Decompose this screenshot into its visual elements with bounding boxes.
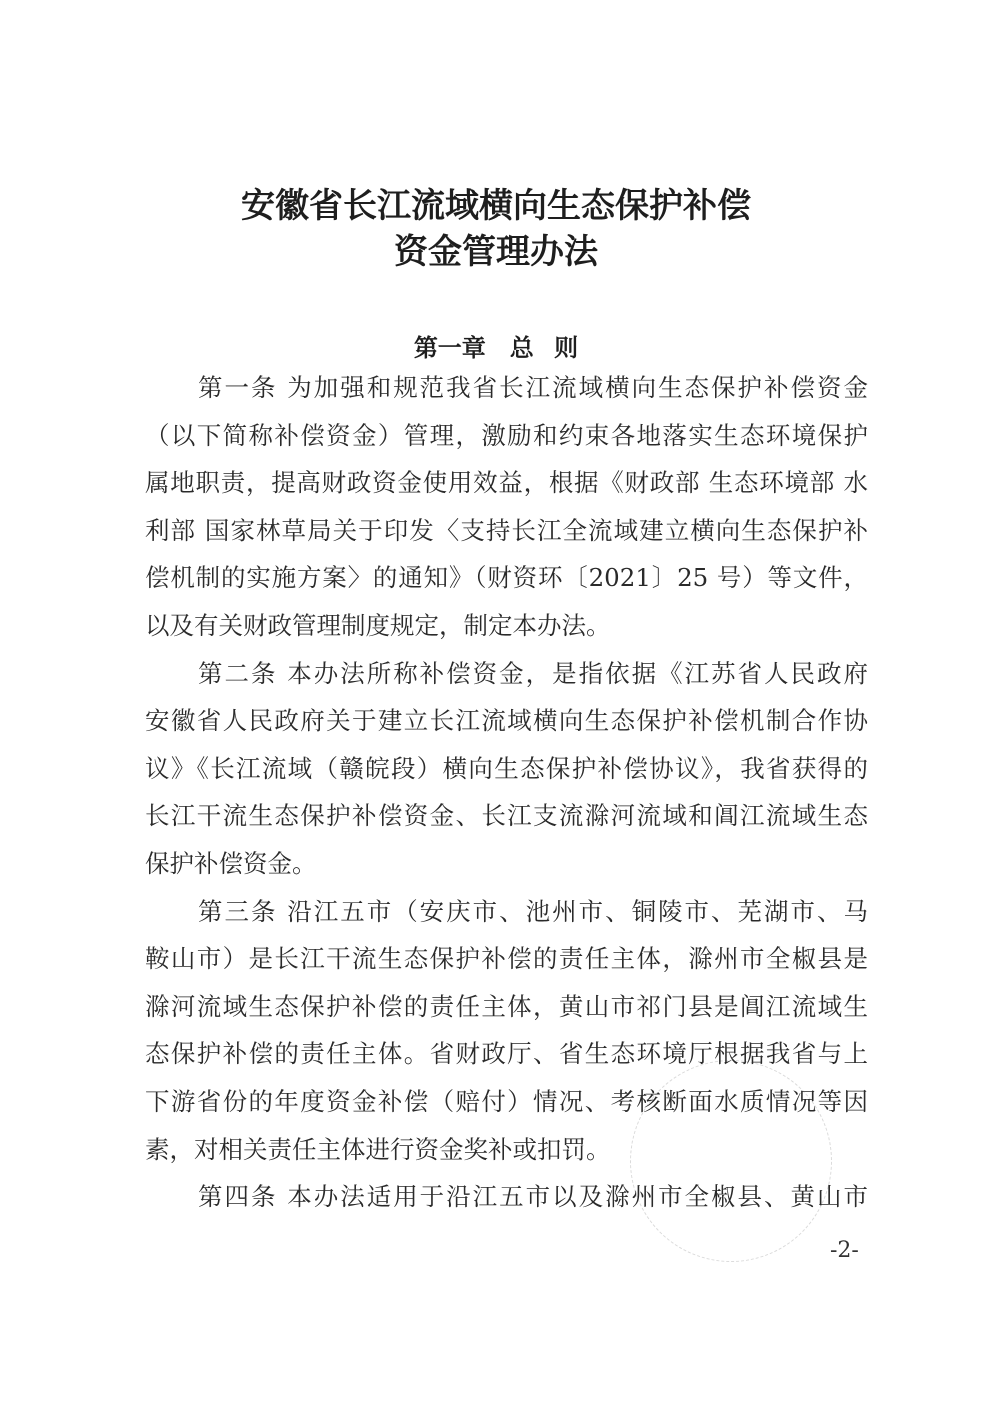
- article-paragraph: [145, 888, 868, 1174]
- paragraph-line: 滁河流域生态保护补偿的责任主体，黄山市祁门县是阊江流域生: [145, 991, 868, 1021]
- chapter-heading: 第一章 总 则: [413, 333, 579, 362]
- paragraph-line: 第一条 为加强和规范我省长江流域横向生态保护补偿资金: [198, 373, 868, 402]
- paragraph-line: 鞍山市）是长江干流生态保护补偿的责任主体，滁州市全椒县是: [145, 944, 868, 974]
- paragraph-line: 偿机制的实施方案〉的通知》（财资环〔2021〕25 号）等文件，: [145, 563, 868, 593]
- paragraph-line: 长江干流生态保护补偿资金、长江支流滁河流域和阊江流域生态: [145, 801, 868, 831]
- page-number: -2-: [830, 1238, 859, 1263]
- paragraph-line: 第三条 沿江五市（安庆市、池州市、铜陵市、芜湖市、马: [198, 896, 868, 926]
- paragraph-line: 态保护补偿的责任主体。省财政厅、省生态环境厅根据我省与上: [145, 1039, 868, 1069]
- document-title-line-2: 资金管理办法: [394, 232, 598, 272]
- paragraph-line: 下游省份的年度资金补偿（赔付）情况、考核断面水质情况等因: [145, 1086, 868, 1116]
- article-paragraph: [145, 1173, 868, 1221]
- paragraph-line: 素，对相关责任主体进行资金奖补或扣罚。: [145, 1134, 611, 1164]
- paragraph-line: 以及有关财政管理制度规定，制定本办法。: [145, 610, 611, 640]
- document-body: [145, 364, 868, 1221]
- paragraph-line: 第二条 本办法所称补偿资金，是指依据《江苏省人民政府: [198, 658, 868, 688]
- article-paragraph: [145, 650, 868, 888]
- paragraph-line: （以下简称补偿资金）管理，激励和约束各地落实生态环境保护: [145, 420, 868, 450]
- paragraph-line: 属地职责，提高财政资金使用效益，根据《财政部 生态环境部 水: [145, 468, 868, 498]
- paragraph-line: 第四条 本办法适用于沿江五市以及滁州市全椒县、黄山市: [198, 1182, 868, 1212]
- paragraph-line: 保护补偿资金。: [145, 848, 317, 878]
- paragraph-line: 议》《长江流域（赣皖段）横向生态保护补偿协议》，我省获得的: [145, 753, 868, 783]
- paragraph-line: 利部 国家林草局关于印发〈支持长江全流域建立横向生态保护补: [145, 515, 868, 545]
- document-title-line-1: 安徽省长江流域横向生态保护补偿: [241, 186, 751, 226]
- article-paragraph: [145, 364, 868, 650]
- paragraph-line: 安徽省人民政府关于建立长江流域横向生态保护补偿机制合作协: [145, 706, 868, 736]
